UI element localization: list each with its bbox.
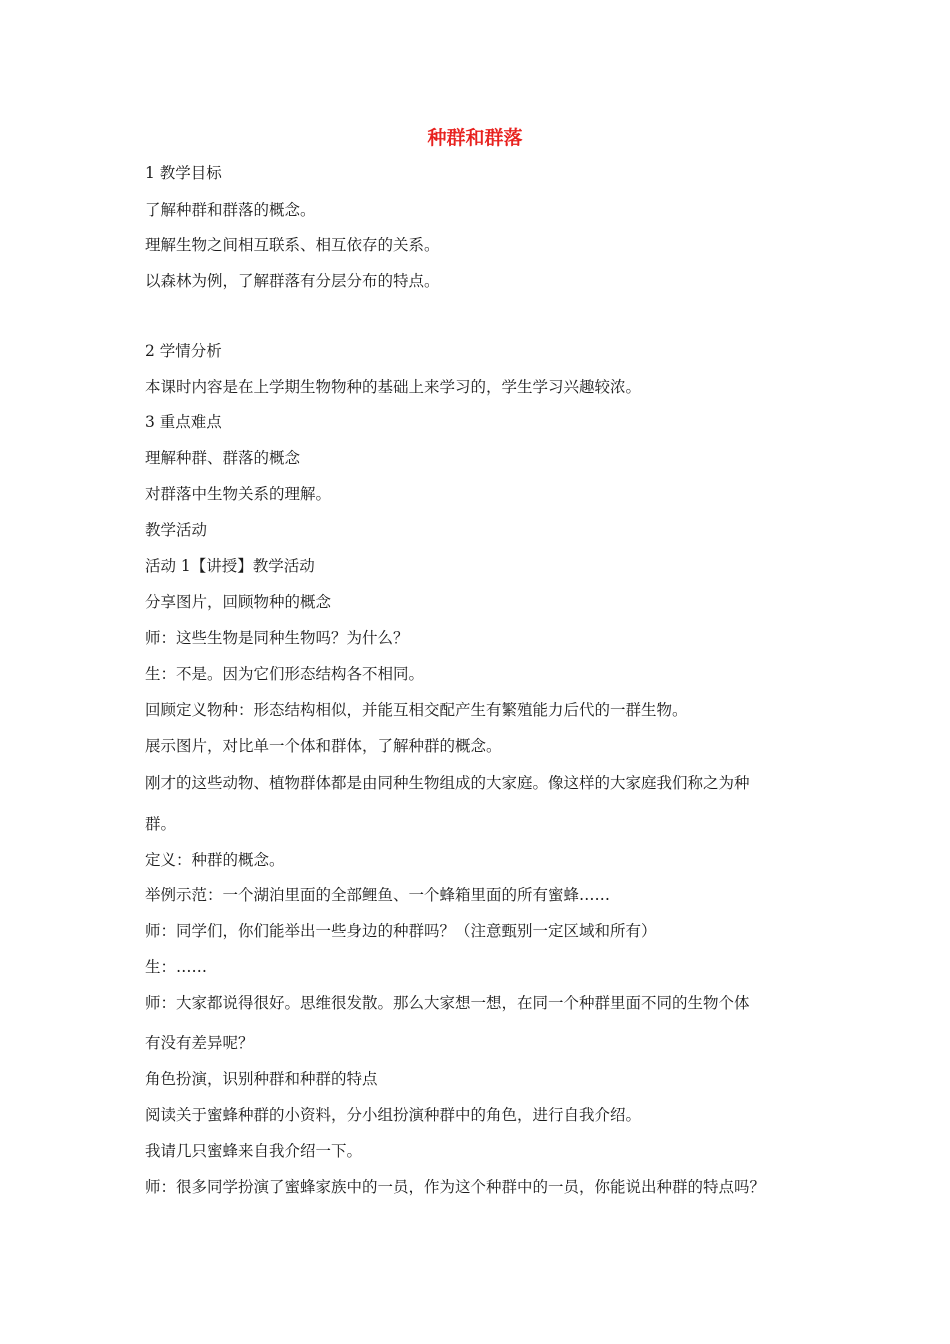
paragraph-line: 理解种群、群落的概念 — [145, 449, 301, 467]
paragraph-line: 生：…… — [145, 958, 208, 976]
paragraph-line: 刚才的这些动物、植物群体都是由同种生物组成的大家庭。像这样的大家庭我们称之为种 — [145, 774, 750, 792]
paragraph-line: 师：很多同学扮演了蜜蜂家族中的一员，作为这个种群中的一员，你能说出种群的特点吗？ — [145, 1178, 766, 1196]
paragraph-line: 本课时内容是在上学期生物物种的基础上来学习的，学生学习兴趣较浓。 — [145, 378, 642, 396]
paragraph-line: 对群落中生物关系的理解。 — [145, 485, 332, 503]
paragraph-line: 定义：种群的概念。 — [145, 851, 285, 869]
paragraph-line: 生：不是。因为它们形态结构各不相同。 — [145, 665, 425, 683]
section-heading-activities: 教学活动 — [145, 521, 208, 539]
paragraph-line: 展示图片，对比单一个体和群体，了解种群的概念。 — [145, 737, 502, 755]
document-title: 种群和群落 — [427, 127, 523, 149]
paragraph-line: 师：这些生物是同种生物吗？为什么？ — [145, 629, 409, 647]
paragraph-line: 角色扮演，识别种群和种群的特点 — [145, 1070, 378, 1088]
paragraph-line: 理解生物之间相互联系、相互依存的关系。 — [145, 236, 440, 254]
paragraph-line: 师：大家都说得很好。思维很发散。那么大家想一想，在同一个种群里面不同的生物个体 — [145, 994, 750, 1012]
paragraph-line: 回顾定义物种：形态结构相似，并能互相交配产生有繁殖能力后代的一群生物。 — [145, 701, 688, 719]
paragraph-line: 师：同学们，你们能举出一些身边的种群吗？（注意甄别一定区域和所有） — [145, 922, 657, 940]
paragraph-line: 举例示范：一个湖泊里面的全部鲤鱼、一个蜂箱里面的所有蜜蜂…… — [145, 886, 611, 904]
paragraph-line: 阅读关于蜜蜂种群的小资料，分小组扮演种群中的角色，进行自我介绍。 — [145, 1106, 642, 1124]
section-heading-key-points: 3 重点难点 — [145, 413, 222, 431]
paragraph-line: 了解种群和群落的概念。 — [145, 201, 316, 219]
paragraph-line: 以森林为例，了解群落有分层分布的特点。 — [145, 272, 440, 290]
paragraph-line: 我请几只蜜蜂来自我介绍一下。 — [145, 1142, 363, 1160]
activity-heading: 活动 1【讲授】教学活动 — [145, 557, 315, 575]
paragraph-line: 有没有差异呢？ — [145, 1034, 254, 1052]
paragraph-line: 分享图片，回顾物种的概念 — [145, 593, 332, 611]
section-heading-analysis: 2 学情分析 — [145, 342, 222, 360]
section-heading-goals: 1 教学目标 — [145, 164, 222, 182]
paragraph-line: 群。 — [145, 815, 177, 833]
